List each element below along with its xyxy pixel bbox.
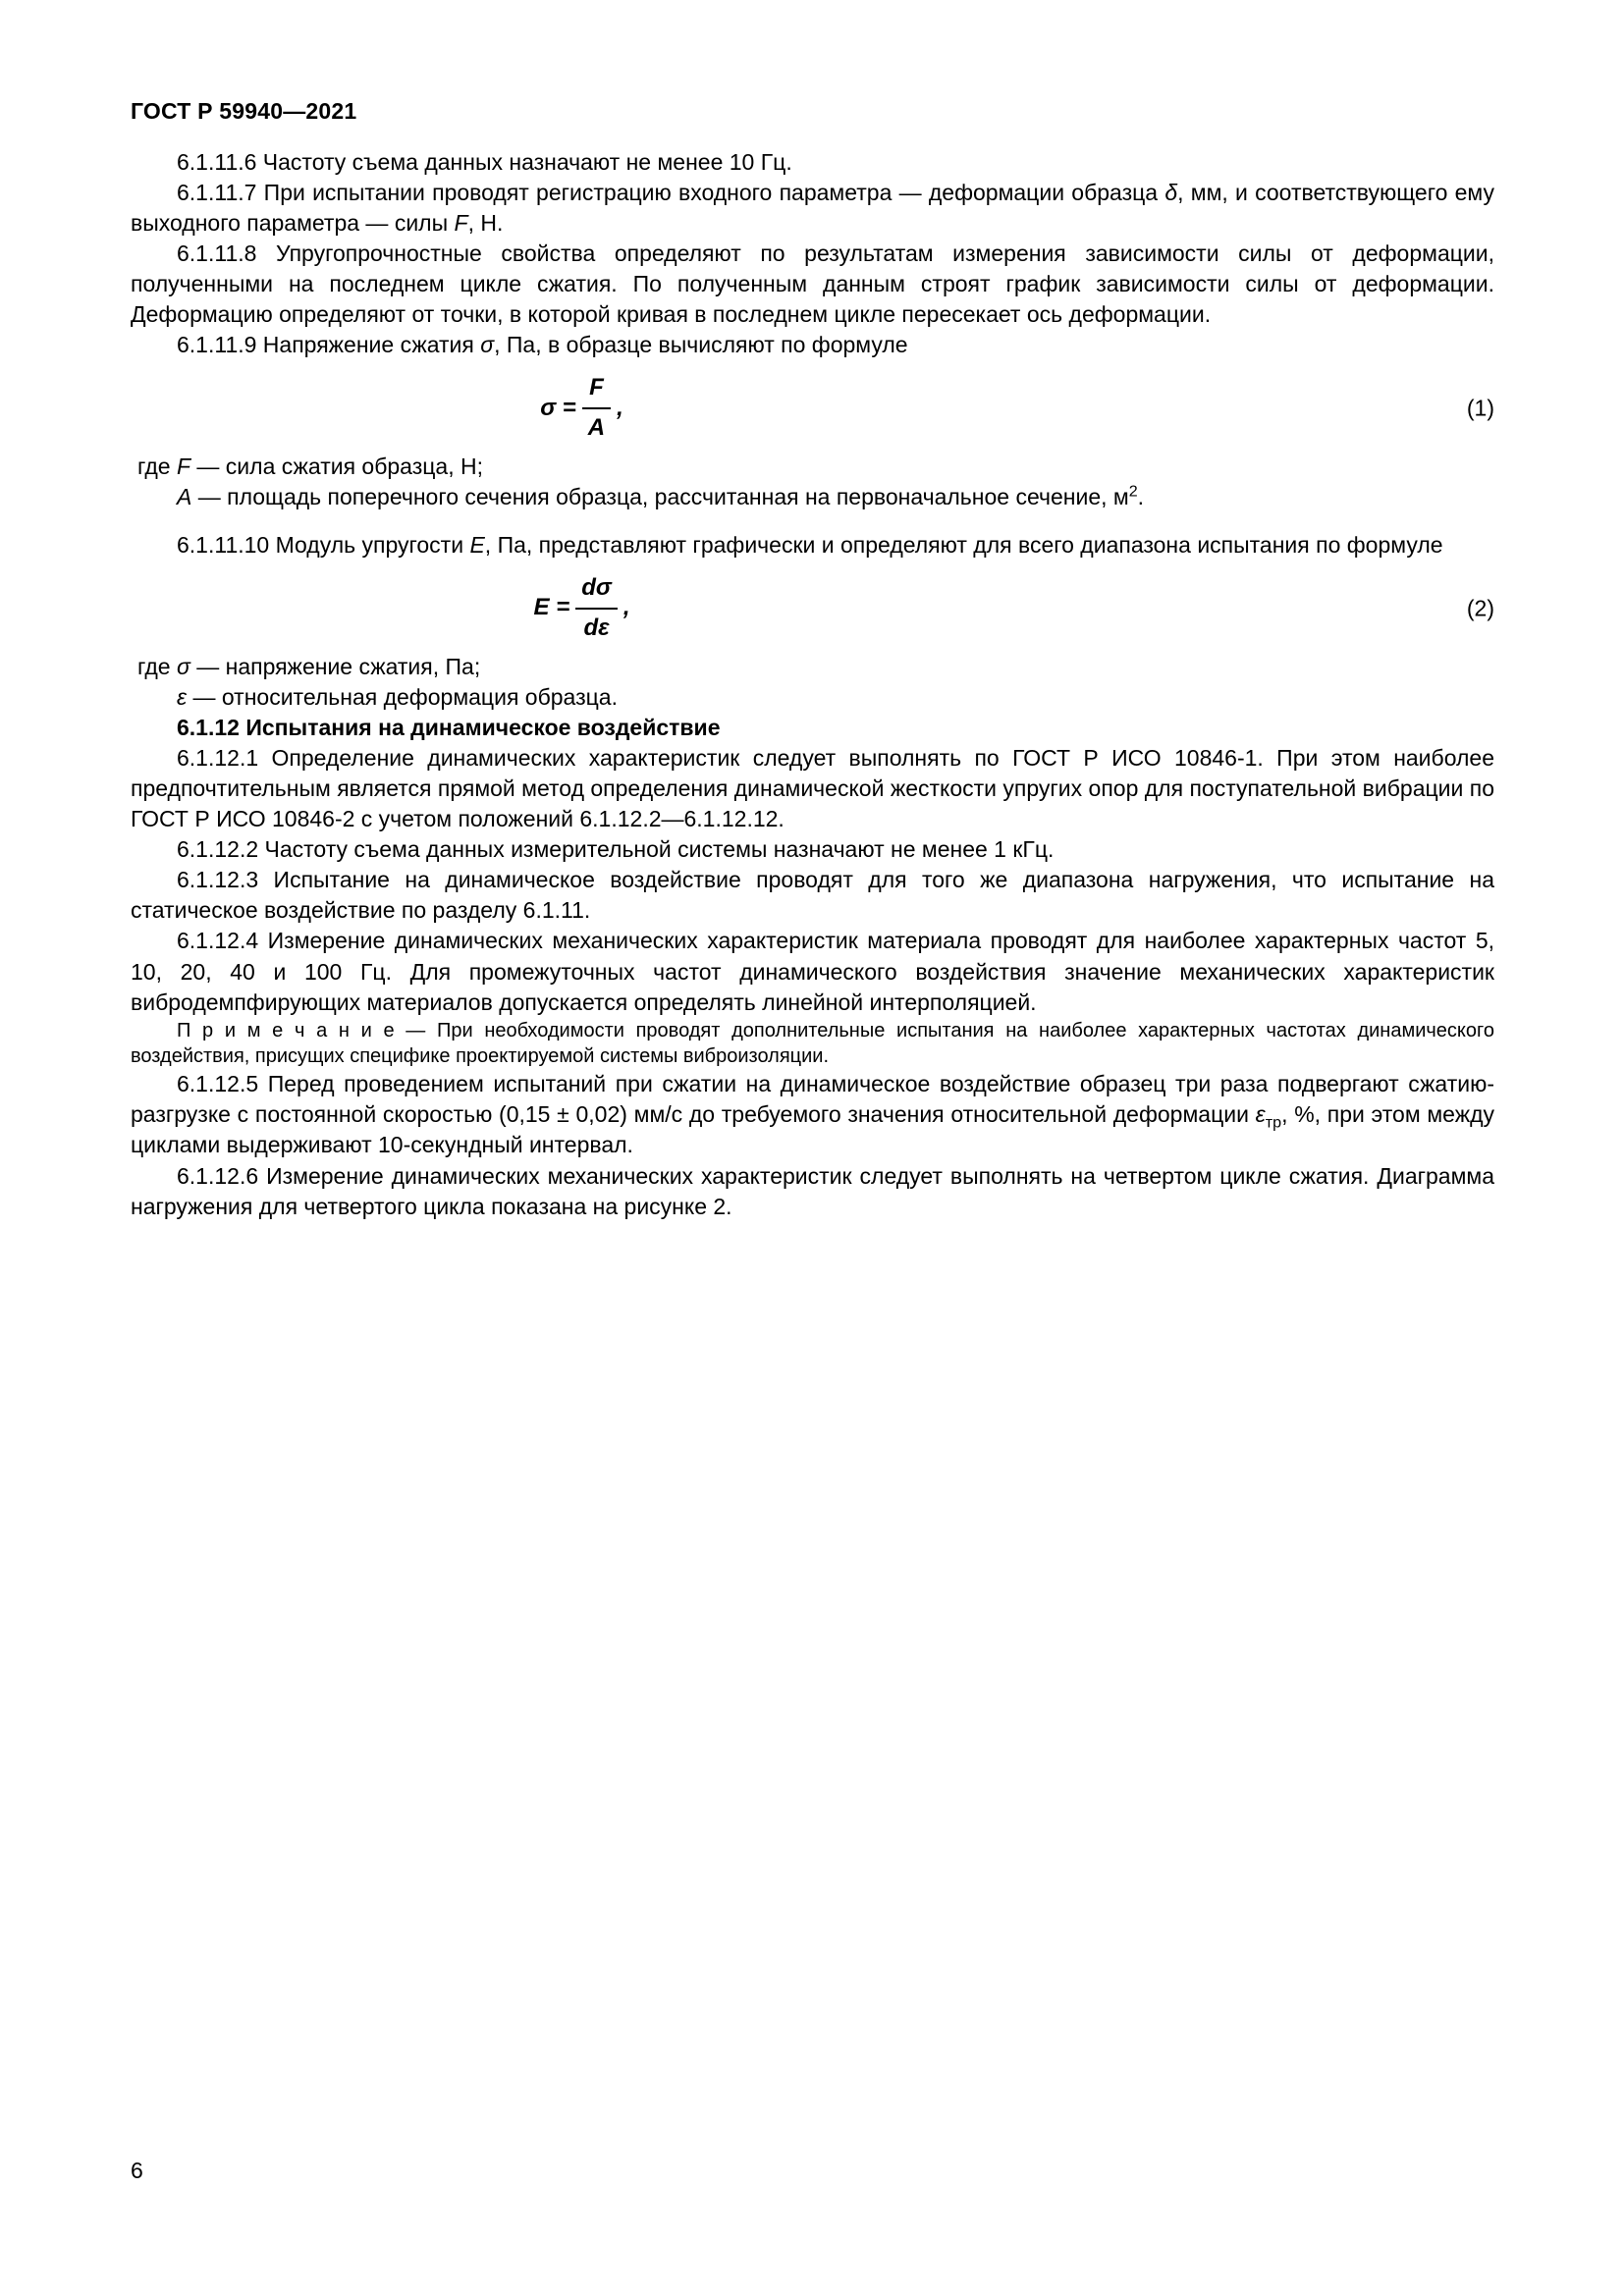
paragraph: 6.1.11.6 Частоту съема данных назначают не менее 10 Гц.: [177, 149, 792, 175]
formula-expression: σ = $\frac{F}{A}$ ,: [540, 374, 623, 441]
paragraph: 6.1.11.10 Модуль упругости E, Па, представляют графически и определяют для всего диапазона испытания по формуле: [177, 532, 1443, 559]
where-line: где σ — напряжение сжатия, Па;: [137, 654, 481, 680]
document-header: ГОСТ Р 59940—2021: [131, 98, 357, 124]
formula: [131, 372, 1494, 444]
paragraph: 6.1.12.6 Измерение динамических механических характеристик следует выполнять на четвертом цикле сжатия. Диаграмма нагружения для четвертого цикла показана на рисунке 2.: [131, 1162, 1494, 1219]
paragraph: 6.1.12.1 Определение динамических характеристик следует выполнять по ГОСТ Р ИСО 10846-1. При этом наиболее предпочтительным является прямой метод определения динамической жесткости упругих опор для поступательной вибрации по ГОСТ Р ИСО 10846-2 с учетом положений 6.1.12.2—6.1.12.12.: [131, 745, 1494, 832]
section-heading: 6.1.12 Испытания на динамическое воздействие: [177, 715, 721, 741]
formula-number: (2): [1466, 595, 1494, 621]
paragraph: 6.1.11.9 Напряжение сжатия σ, Па, в образце вычисляют по формуле: [177, 332, 908, 358]
document-content: [131, 147, 1494, 1222]
page-number: 6: [131, 2158, 143, 2183]
paragraph: 6.1.12.3 Испытание на динамическое воздействие проводят для того же диапазона нагружения, что испытание на статическое воздействие по разделу 6.1.11.: [131, 867, 1494, 924]
paragraph: 6.1.11.8 Упругопрочностные свойства определяют по результатам измерения зависимости силы от деформации, полученными на последнем цикле сжатия. По полученным данным строят график зависимости силы от деформации. Деформацию определяют от точки, в которой кривая в последнем цикле пересекает ось деформации.: [131, 240, 1494, 328]
note-paragraph: П р и м е ч а н и е — При необходимости проводят дополнительные испытания на наиболее характерных частотах динамического воздействия, присущих специфике проектируемой системы виброизоляции.: [131, 1019, 1494, 1067]
paragraph: 6.1.12.4 Измерение динамических механических характеристик материала проводят для наиболее характерных частот 5, 10, 20, 40 и 100 Гц. Для промежуточных частот динамического воздействия значение механических характеристик вибродемпфирующих материалов допускается определять линейной интерполяцией.: [131, 928, 1494, 1015]
where-line: ε — относительная деформация образца.: [177, 684, 618, 711]
where-line: A — площадь поперечного сечения образца, рассчитанная на первоначальное сечение, $м^2$.: [177, 482, 1145, 510]
formula: [131, 572, 1494, 644]
where-line: где F — сила сжатия образца, Н;: [137, 454, 483, 480]
formula-expression: E = $\frac{d\sigma}{d\varepsilon}$ ,: [533, 574, 630, 641]
formula-number: (1): [1466, 395, 1494, 421]
paragraph: 6.1.11.7 При испытании проводят регистрацию входного параметра — деформации образца δ, мм, и соответствующего ему выходного параметра — силы F, Н.: [131, 180, 1494, 237]
paragraph: 6.1.12.5 Перед проведением испытаний при сжатии на динамическое воздействие образец три раза подвергают сжатию-разгрузке с постоянной скоростью (0,15 ± 0,02) мм/с до требуемого значения относительной деформации $\varepsilon_{тр}$, %, при этом между циклами выдерживают 10-секундный интервал.: [131, 1071, 1495, 1158]
paragraph: 6.1.12.2 Частоту съема данных измерительной системы назначают не менее 1 кГц.: [177, 836, 1055, 863]
